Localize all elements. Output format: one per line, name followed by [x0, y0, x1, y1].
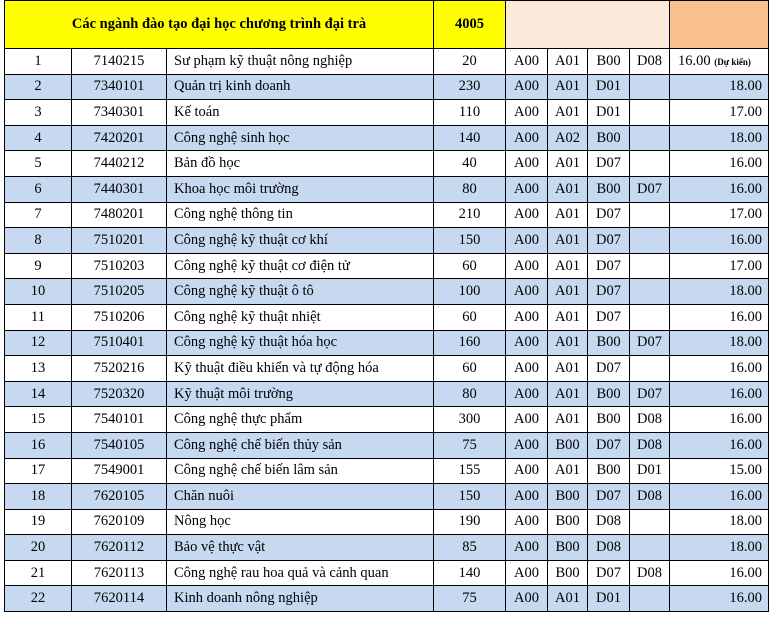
subject-combo-4: [630, 279, 670, 305]
min-score-cell: 16.00: [670, 381, 769, 407]
subject-combo-3: B00: [588, 330, 630, 356]
row-number: 16: [5, 432, 72, 458]
row-number: 20: [5, 535, 72, 561]
admissions-table-container: [4, 0, 768, 612]
subject-combo-3: B00: [588, 176, 630, 202]
major-name: Bản đồ học: [167, 151, 434, 177]
subject-combo-1: A00: [506, 535, 548, 561]
row-number: 13: [5, 356, 72, 382]
subject-combo-3: B00: [588, 407, 630, 433]
subject-combo-1: A00: [506, 202, 548, 228]
major-name: Công nghệ kỹ thuật hóa học: [167, 330, 434, 356]
quota: 75: [434, 586, 506, 612]
major-code: 7620109: [72, 509, 167, 535]
major-code: 7510201: [72, 228, 167, 254]
subject-combo-3: D08: [588, 509, 630, 535]
major-code: 7510205: [72, 279, 167, 305]
major-name: Kỹ thuật điều khiển và tự động hóa: [167, 356, 434, 382]
subject-combo-3: D07: [588, 356, 630, 382]
table-row: [5, 330, 769, 356]
min-score-cell: 16.00: [670, 304, 769, 330]
major-code: 7620105: [72, 484, 167, 510]
subject-combo-4: D08: [630, 432, 670, 458]
subject-combo-4: [630, 535, 670, 561]
subject-combo-1: A00: [506, 151, 548, 177]
min-score-cell: 18.00: [670, 535, 769, 561]
table-row: [5, 253, 769, 279]
row-number: 8: [5, 228, 72, 254]
major-name: Công nghệ chế biến lâm sản: [167, 458, 434, 484]
subject-combo-4: [630, 356, 670, 382]
table-row: [5, 432, 769, 458]
table-row: [5, 151, 769, 177]
major-name: Kỹ thuật môi trường: [167, 381, 434, 407]
score-note: (Dự kiến): [714, 56, 751, 67]
min-score-cell: 17.00: [670, 253, 769, 279]
subject-combo-2: A01: [548, 279, 588, 305]
subject-combo-2: A01: [548, 74, 588, 100]
min-score-cell: 16.00: [670, 228, 769, 254]
subject-combo-4: D08: [630, 407, 670, 433]
row-number: 7: [5, 202, 72, 228]
quota: 60: [434, 253, 506, 279]
major-code: 7520320: [72, 381, 167, 407]
quota: 80: [434, 176, 506, 202]
min-score-cell: 17.00: [670, 202, 769, 228]
table-row: [5, 49, 769, 75]
major-name: Công nghệ rau hoa quả và cảnh quan: [167, 560, 434, 586]
subject-combo-4: [630, 100, 670, 126]
table-row: [5, 125, 769, 151]
quota: 155: [434, 458, 506, 484]
table-row: [5, 560, 769, 586]
min-score-cell: 18.00: [670, 279, 769, 305]
min-score-cell: 18.00: [670, 330, 769, 356]
major-code: 7510401: [72, 330, 167, 356]
subject-combo-4: D07: [630, 176, 670, 202]
major-code: 7440301: [72, 176, 167, 202]
subject-combo-1: A00: [506, 74, 548, 100]
table-row: [5, 202, 769, 228]
subject-combo-1: A00: [506, 253, 548, 279]
major-code: 7620112: [72, 535, 167, 561]
table-row: [5, 407, 769, 433]
row-number: 19: [5, 509, 72, 535]
subject-combo-2: A01: [548, 586, 588, 612]
major-name: Công nghệ kỹ thuật cơ điện tử: [167, 253, 434, 279]
major-name: Kế toán: [167, 100, 434, 126]
major-code: 7340301: [72, 100, 167, 126]
subject-combo-3: D07: [588, 560, 630, 586]
subject-combo-4: D08: [630, 484, 670, 510]
major-code: 7340101: [72, 74, 167, 100]
quota: 75: [434, 432, 506, 458]
min-score-cell: 16.00: [670, 560, 769, 586]
row-number: 22: [5, 586, 72, 612]
subject-combo-3: D07: [588, 304, 630, 330]
major-name: Công nghệ kỹ thuật cơ khí: [167, 228, 434, 254]
major-name: Bảo vệ thực vật: [167, 535, 434, 561]
subject-combo-2: A01: [548, 100, 588, 126]
min-score-cell: 16.00: [670, 484, 769, 510]
subject-combo-1: A00: [506, 356, 548, 382]
row-number: 18: [5, 484, 72, 510]
major-name: Quản trị kinh doanh: [167, 74, 434, 100]
quota: 20: [434, 49, 506, 75]
subject-combo-1: A00: [506, 304, 548, 330]
subject-combo-3: D07: [588, 432, 630, 458]
row-number: 12: [5, 330, 72, 356]
major-name: Khoa học môi trường: [167, 176, 434, 202]
header-combo-blank: [506, 1, 670, 49]
row-number: 11: [5, 304, 72, 330]
min-score-cell: 16.00: [670, 586, 769, 612]
program-group-title: Các ngành đào tạo đại học chương trình đại trà: [5, 1, 434, 49]
major-code: 7620114: [72, 586, 167, 612]
subject-combo-1: A00: [506, 279, 548, 305]
subject-combo-1: A00: [506, 484, 548, 510]
subject-combo-1: A00: [506, 228, 548, 254]
major-code: 7540101: [72, 407, 167, 433]
min-score-cell: 16.00: [670, 432, 769, 458]
subject-combo-2: B00: [548, 509, 588, 535]
major-name: Nông học: [167, 509, 434, 535]
table-row: [5, 100, 769, 126]
subject-combo-2: A01: [548, 330, 588, 356]
min-score-cell: 16.00: [670, 151, 769, 177]
subject-combo-3: D07: [588, 151, 630, 177]
subject-combo-1: A00: [506, 176, 548, 202]
subject-combo-4: [630, 74, 670, 100]
subject-combo-3: D07: [588, 484, 630, 510]
subject-combo-1: A00: [506, 100, 548, 126]
table-row: [5, 458, 769, 484]
subject-combo-3: D07: [588, 228, 630, 254]
row-number: 21: [5, 560, 72, 586]
subject-combo-3: D01: [588, 100, 630, 126]
major-code: 7549001: [72, 458, 167, 484]
subject-combo-1: A00: [506, 458, 548, 484]
quota: 150: [434, 228, 506, 254]
min-score-cell: 18.00: [670, 125, 769, 151]
subject-combo-4: [630, 509, 670, 535]
table-row: [5, 356, 769, 382]
quota: 140: [434, 560, 506, 586]
table-row: [5, 484, 769, 510]
subject-combo-1: A00: [506, 125, 548, 151]
subject-combo-4: [630, 151, 670, 177]
row-number: 2: [5, 74, 72, 100]
major-name: Công nghệ kỹ thuật ô tô: [167, 279, 434, 305]
table-row: [5, 228, 769, 254]
major-code: 7140215: [72, 49, 167, 75]
header-score-blank: [670, 1, 769, 49]
major-name: Kinh doanh nông nghiệp: [167, 586, 434, 612]
major-name: Công nghệ thông tin: [167, 202, 434, 228]
row-number: 10: [5, 279, 72, 305]
subject-combo-4: D07: [630, 330, 670, 356]
subject-combo-2: A01: [548, 304, 588, 330]
major-name: Chăn nuôi: [167, 484, 434, 510]
major-code: 7540105: [72, 432, 167, 458]
table-row: [5, 586, 769, 612]
subject-combo-1: A00: [506, 49, 548, 75]
subject-combo-3: D07: [588, 253, 630, 279]
subject-combo-2: B00: [548, 535, 588, 561]
row-number: 15: [5, 407, 72, 433]
subject-combo-2: A02: [548, 125, 588, 151]
min-score-cell: [670, 49, 769, 75]
major-code: 7620113: [72, 560, 167, 586]
quota: 60: [434, 304, 506, 330]
subject-combo-2: A01: [548, 253, 588, 279]
subject-combo-2: B00: [548, 484, 588, 510]
major-code: 7520216: [72, 356, 167, 382]
row-number: 5: [5, 151, 72, 177]
row-number: 6: [5, 176, 72, 202]
subject-combo-1: A00: [506, 432, 548, 458]
major-name: Công nghệ kỹ thuật nhiệt: [167, 304, 434, 330]
major-name: Công nghệ chế biến thủy sản: [167, 432, 434, 458]
min-score: 16.00: [678, 52, 711, 69]
subject-combo-3: D07: [588, 279, 630, 305]
min-score-cell: 18.00: [670, 509, 769, 535]
major-code: 7480201: [72, 202, 167, 228]
subject-combo-4: [630, 125, 670, 151]
quota: 150: [434, 484, 506, 510]
quota: 230: [434, 74, 506, 100]
row-number: 9: [5, 253, 72, 279]
table-row: [5, 535, 769, 561]
major-name: Công nghệ sinh học: [167, 125, 434, 151]
subject-combo-2: A01: [548, 407, 588, 433]
subject-combo-4: D08: [630, 49, 670, 75]
subject-combo-2: A01: [548, 228, 588, 254]
subject-combo-4: [630, 586, 670, 612]
min-score-cell: 15.00: [670, 458, 769, 484]
row-number: 1: [5, 49, 72, 75]
subject-combo-3: D01: [588, 74, 630, 100]
quota: 60: [434, 356, 506, 382]
table-row: [5, 381, 769, 407]
subject-combo-2: A01: [548, 356, 588, 382]
subject-combo-2: A01: [548, 202, 588, 228]
total-quota: 4005: [434, 1, 506, 49]
major-code: 7510203: [72, 253, 167, 279]
quota: 85: [434, 535, 506, 561]
admissions-table: [4, 0, 769, 612]
quota: 110: [434, 100, 506, 126]
subject-combo-2: A01: [548, 49, 588, 75]
table-row: [5, 509, 769, 535]
subject-combo-2: B00: [548, 432, 588, 458]
row-number: 4: [5, 125, 72, 151]
subject-combo-2: A01: [548, 176, 588, 202]
quota: 210: [434, 202, 506, 228]
subject-combo-4: [630, 253, 670, 279]
quota: 100: [434, 279, 506, 305]
quota: 160: [434, 330, 506, 356]
subject-combo-4: D01: [630, 458, 670, 484]
quota: 140: [434, 125, 506, 151]
subject-combo-1: A00: [506, 586, 548, 612]
quota: 40: [434, 151, 506, 177]
subject-combo-1: A00: [506, 407, 548, 433]
subject-combo-3: B00: [588, 458, 630, 484]
subject-combo-1: A00: [506, 560, 548, 586]
subject-combo-4: D07: [630, 381, 670, 407]
subject-combo-2: A01: [548, 151, 588, 177]
table-row: [5, 304, 769, 330]
subject-combo-3: B00: [588, 125, 630, 151]
subject-combo-4: D08: [630, 560, 670, 586]
subject-combo-2: A01: [548, 458, 588, 484]
min-score-cell: 18.00: [670, 74, 769, 100]
quota: 80: [434, 381, 506, 407]
min-score-cell: 17.00: [670, 100, 769, 126]
major-name: Sư phạm kỹ thuật nông nghiệp: [167, 49, 434, 75]
subject-combo-2: B00: [548, 560, 588, 586]
subject-combo-1: A00: [506, 509, 548, 535]
major-code: 7510206: [72, 304, 167, 330]
min-score-cell: 16.00: [670, 356, 769, 382]
subject-combo-2: A01: [548, 381, 588, 407]
quota: 300: [434, 407, 506, 433]
major-code: 7420201: [72, 125, 167, 151]
min-score-cell: 16.00: [670, 176, 769, 202]
min-score-cell: 16.00: [670, 407, 769, 433]
row-number: 14: [5, 381, 72, 407]
table-row: [5, 279, 769, 305]
subject-combo-3: D07: [588, 202, 630, 228]
quota: 190: [434, 509, 506, 535]
subject-combo-1: A00: [506, 381, 548, 407]
subject-combo-4: [630, 304, 670, 330]
row-number: 3: [5, 100, 72, 126]
table-header-row: [5, 1, 769, 49]
subject-combo-1: A00: [506, 330, 548, 356]
major-code: 7440212: [72, 151, 167, 177]
subject-combo-3: D01: [588, 586, 630, 612]
subject-combo-4: [630, 228, 670, 254]
subject-combo-3: B00: [588, 381, 630, 407]
subject-combo-4: [630, 202, 670, 228]
table-row: [5, 176, 769, 202]
subject-combo-3: D08: [588, 535, 630, 561]
subject-combo-3: B00: [588, 49, 630, 75]
major-name: Công nghệ thực phẩm: [167, 407, 434, 433]
table-row: [5, 74, 769, 100]
row-number: 17: [5, 458, 72, 484]
